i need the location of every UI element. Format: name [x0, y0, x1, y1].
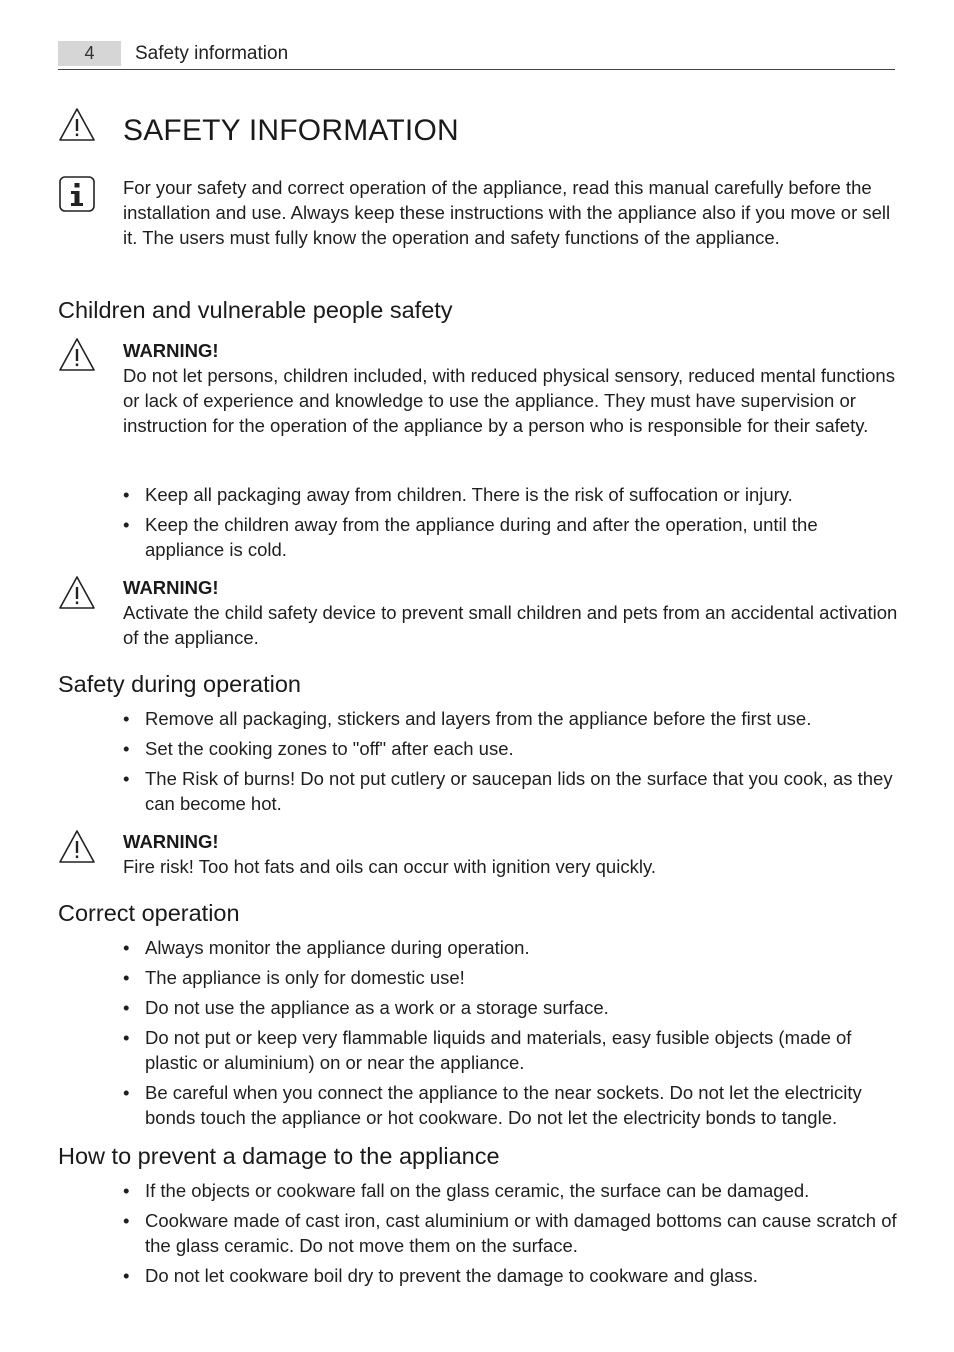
page-number: 4 [58, 41, 121, 66]
warning-triangle-icon [58, 337, 96, 375]
list-item: • Keep the children away from the appliance during and after the operation, until the appliance is cold. [123, 512, 898, 562]
section-heading-children: Children and vulnerable people safety [58, 297, 453, 323]
warning-triangle-icon [58, 575, 96, 613]
list-item: • Do not use the appliance as a work or a storage surface. [123, 995, 898, 1020]
children-bullet-list [123, 482, 898, 567]
list-item: • Cookware made of cast iron, cast aluminium or with damaged bottoms can cause scratch of the glass ceramic. Do not move them on the surface. [123, 1208, 898, 1258]
header-divider [58, 69, 895, 70]
warning-label: WARNING! [123, 577, 219, 598]
warning-text: Activate the child safety device to prevent small children and pets from an accidental activation of the appliance. [123, 602, 898, 648]
operation-bullet-list [123, 706, 898, 821]
warning-text: Do not let persons, children included, with reduced physical sensory, reduced mental functions or lack of experience and knowledge to use the appliance. They must have supervision or instruction for the operation of the appliance by a person who is responsible for their safety. [123, 365, 895, 436]
list-item: • Do not let cookware boil dry to prevent the damage to cookware and glass. [123, 1263, 898, 1288]
page-title: SAFETY INFORMATION [123, 114, 459, 147]
page-header [58, 41, 895, 69]
correct-operation-bullet-list [123, 935, 898, 1135]
damage-bullet-list [123, 1178, 898, 1293]
header-section-title: Safety information [135, 43, 289, 64]
warning-triangle-icon [58, 829, 96, 867]
list-item: • The Risk of burns! Do not put cutlery or saucepan lids on the surface that you cook, as they can become hot. [123, 766, 898, 816]
list-item: • Remove all packaging, stickers and layers from the appliance before the first use. [123, 706, 898, 731]
intro-paragraph: For your safety and correct operation of the appliance, read this manual carefully before the installation and use. Always keep these instructions with the appliance also if you move or sell it. The users must fully know the operation and safety functions of the appliance. [123, 177, 891, 248]
warning-label: WARNING! [123, 831, 219, 852]
list-item: • Be careful when you connect the appliance to the near sockets. Do not let the electricity bonds touch the appliance or hot cookware. Do not let the electricity bonds to tangle. [123, 1080, 898, 1130]
list-item: • Do not put or keep very flammable liquids and materials, easy fusible objects (made of plastic or aluminium) on or near the appliance. [123, 1025, 898, 1075]
warning-label: WARNING! [123, 340, 219, 361]
info-icon [58, 175, 96, 213]
list-item: • Always monitor the appliance during operation. [123, 935, 898, 960]
section-heading-correct-operation: Correct operation [58, 900, 240, 926]
list-item: • The appliance is only for domestic use! [123, 965, 898, 990]
section-heading-operation: Safety during operation [58, 671, 301, 697]
warning-text: Fire risk! Too hot fats and oils can occur with ignition very quickly. [123, 856, 656, 877]
list-item: • Set the cooking zones to "off" after each use. [123, 736, 898, 761]
warning-triangle-icon [58, 107, 96, 145]
section-heading-damage-prevention: How to prevent a damage to the appliance [58, 1143, 500, 1169]
list-item: • Keep all packaging away from children. There is the risk of suffocation or injury. [123, 482, 898, 507]
list-item: • If the objects or cookware fall on the glass ceramic, the surface can be damaged. [123, 1178, 898, 1203]
